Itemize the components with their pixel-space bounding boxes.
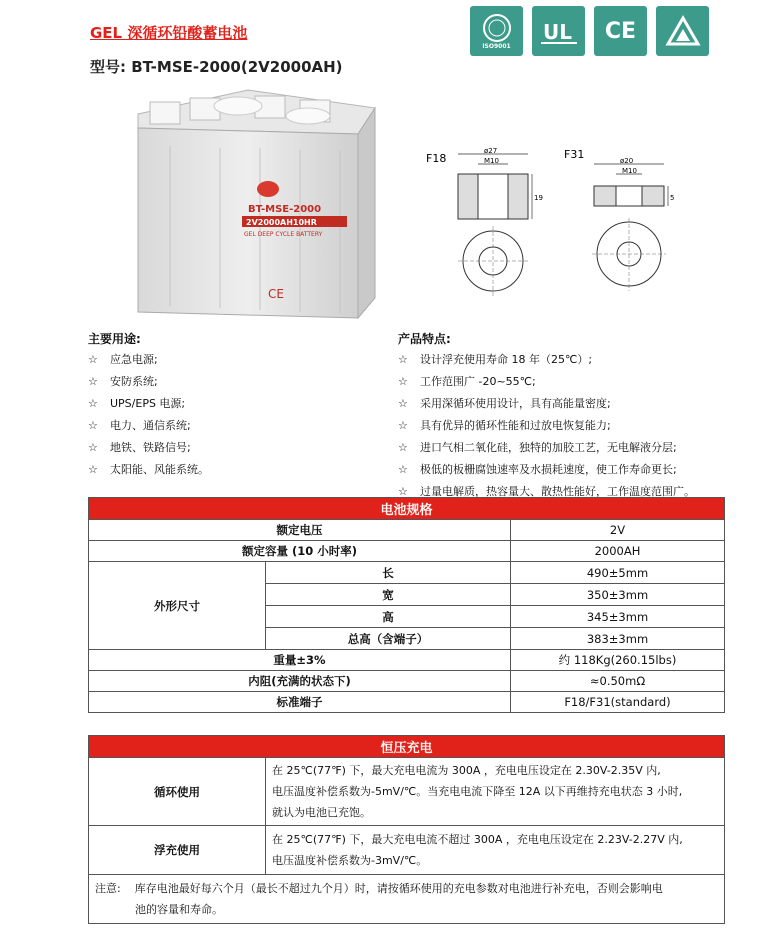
weight-value: 约 118Kg(260.15lbs) xyxy=(511,650,725,671)
float-line: 在 25℃(77℉) 下，最大充电电流不超过 300A ，充电电压设定在 2.23V-2.27V 内, xyxy=(272,833,683,846)
star-icon: ☆ xyxy=(398,485,408,498)
float-use-label: 浮充使用 xyxy=(89,826,266,875)
charging-note xyxy=(89,875,725,924)
width-value: 350±3mm xyxy=(511,584,725,606)
list-item-text: 采用深循环使用设计，具有高能量密度; xyxy=(420,397,611,410)
charging-table xyxy=(88,735,725,924)
terminal-value: F18/F31(standard) xyxy=(511,692,725,713)
note-line: 池的容量和寿命。 xyxy=(135,903,223,916)
cycle-use-text xyxy=(266,758,725,826)
list-item-text: 太阳能、风能系统。 xyxy=(110,463,209,476)
list-item xyxy=(398,459,695,481)
charging-table-title: 恒压充电 xyxy=(89,736,725,758)
star-icon: ☆ xyxy=(398,441,408,454)
total-height-value: 383±3mm xyxy=(511,628,725,650)
svg-text:ø27: ø27 xyxy=(484,147,498,155)
list-item xyxy=(88,437,209,459)
length-label: 长 xyxy=(266,562,511,584)
svg-text:UL: UL xyxy=(542,20,572,44)
star-icon: ☆ xyxy=(88,397,98,410)
list-item-text: 地铁、铁路信号; xyxy=(110,441,191,454)
table-row xyxy=(89,562,725,584)
note-label: 注意: xyxy=(95,882,121,895)
float-use-text xyxy=(266,826,725,875)
list-item-text: 电力、通信系统; xyxy=(110,419,191,432)
svg-text:BT-MSE-2000: BT-MSE-2000 xyxy=(248,204,322,215)
svg-text:F31: F31 xyxy=(564,148,585,161)
list-item xyxy=(88,459,209,481)
list-item xyxy=(88,349,209,371)
battery-photo xyxy=(130,86,380,322)
cycle-line: 在 25℃(77℉) 下，最大充电电流为 300A ，充电电压设定在 2.30V-2.35V 内, xyxy=(272,764,661,777)
svg-text:CE: CE xyxy=(268,287,284,301)
table-row xyxy=(89,758,725,826)
svg-text:ø20: ø20 xyxy=(620,157,634,165)
width-label: 宽 xyxy=(266,584,511,606)
uses-section xyxy=(88,330,209,481)
svg-text:19: 19 xyxy=(534,194,543,202)
terminal-label: 标准端子 xyxy=(89,692,511,713)
rated-voltage-label: 额定电压 xyxy=(89,520,511,541)
svg-text:M10: M10 xyxy=(622,167,637,175)
cqc-icon xyxy=(470,6,523,56)
star-icon: ☆ xyxy=(88,419,98,432)
star-icon: ☆ xyxy=(88,353,98,366)
list-item xyxy=(398,415,695,437)
list-item-text: UPS/EPS 电源; xyxy=(110,397,186,410)
table-row xyxy=(89,826,725,875)
list-item-text: 进口气相二氧化硅，独特的加胶工艺，无电解液分层; xyxy=(420,441,677,454)
weight-label: 重量±3% xyxy=(89,650,511,671)
height-value: 345±3mm xyxy=(511,606,725,628)
cycle-line: 电压温度补偿系数为-5mV/℃。当充电电流下降至 12A 以下再维持充电状态 3 小时, xyxy=(272,785,683,798)
note-line: 库存电池最好每六个月（最长不超过九个月）时，请按循环使用的充电参数对电池进行补充电，否则会影响电 xyxy=(134,882,663,895)
list-item-text: 极低的板栅腐蚀速率及水损耗速度，使工作寿命更长; xyxy=(420,463,677,476)
star-icon: ☆ xyxy=(398,463,408,476)
features-section xyxy=(398,330,695,503)
triangle-mark-icon xyxy=(656,6,709,56)
svg-text:F18: F18 xyxy=(426,152,447,165)
cycle-use-label: 循环使用 xyxy=(89,758,266,826)
resistance-label: 内阻(充满的状态下) xyxy=(89,671,511,692)
table-row xyxy=(89,520,725,541)
list-item-text: 安防系统; xyxy=(110,375,158,388)
svg-text:GEL DEEP CYCLE BATTERY: GEL DEEP CYCLE BATTERY xyxy=(244,231,323,238)
certification-badges xyxy=(470,6,709,56)
spec-table-title: 电池规格 xyxy=(89,498,725,520)
resistance-value: ≈0.50mΩ xyxy=(511,671,725,692)
rated-voltage-value: 2V xyxy=(511,520,725,541)
rated-capacity-value: 2000AH xyxy=(511,541,725,562)
star-icon: ☆ xyxy=(88,375,98,388)
list-item-text: 过量电解质，热容量大、散热性能好，工作温度范围广。 xyxy=(420,485,695,498)
star-icon: ☆ xyxy=(398,353,408,366)
list-item-text: 工作范围广 -20~55℃; xyxy=(420,375,536,388)
svg-text:5: 5 xyxy=(670,194,675,202)
ul-icon xyxy=(532,6,585,56)
table-row xyxy=(89,541,725,562)
cycle-line: 就认为电池已充饱。 xyxy=(272,806,371,819)
table-row xyxy=(89,671,725,692)
list-item xyxy=(398,371,695,393)
model-number: 型号: BT-MSE-2000(2V2000AH) xyxy=(90,58,343,76)
svg-text:2V2000AH10HR: 2V2000AH10HR xyxy=(246,218,317,227)
list-item-text: 设计浮充使用寿命 18 年（25℃）; xyxy=(420,353,593,366)
list-item xyxy=(88,371,209,393)
float-line: 电压温度补偿系数为-3mV/℃。 xyxy=(272,854,428,867)
star-icon: ☆ xyxy=(398,419,408,432)
cqc-sub-label: ISO9001 xyxy=(482,42,511,50)
list-item xyxy=(398,437,695,459)
star-icon: ☆ xyxy=(88,441,98,454)
spec-table xyxy=(88,497,725,713)
table-row xyxy=(89,650,725,671)
ce-icon xyxy=(594,6,647,56)
svg-text:M10: M10 xyxy=(484,157,499,165)
table-row xyxy=(89,875,725,924)
features-title: 产品特点: xyxy=(398,332,451,346)
list-item xyxy=(88,415,209,437)
rated-capacity-label: 额定容量 (10 小时率) xyxy=(89,541,511,562)
length-value: 490±5mm xyxy=(511,562,725,584)
star-icon: ☆ xyxy=(398,375,408,388)
terminal-f31-drawing xyxy=(560,146,680,296)
total-height-label: 总高（含端子） xyxy=(266,628,511,650)
star-icon: ☆ xyxy=(88,463,98,476)
height-label: 高 xyxy=(266,606,511,628)
terminal-f18-drawing xyxy=(420,146,543,296)
list-item-text: 应急电源; xyxy=(110,353,158,366)
list-item xyxy=(398,393,695,415)
list-item-text: 具有优异的循环性能和过放电恢复能力; xyxy=(420,419,611,432)
ce-label: CE xyxy=(604,18,637,44)
list-item xyxy=(398,349,695,371)
star-icon: ☆ xyxy=(398,397,408,410)
list-item xyxy=(88,393,209,415)
dimensions-label: 外形尺寸 xyxy=(89,562,266,650)
table-row xyxy=(89,692,725,713)
uses-title: 主要用途: xyxy=(88,332,141,346)
page-title: GEL 深循环铅酸蓄电池 xyxy=(90,24,248,42)
